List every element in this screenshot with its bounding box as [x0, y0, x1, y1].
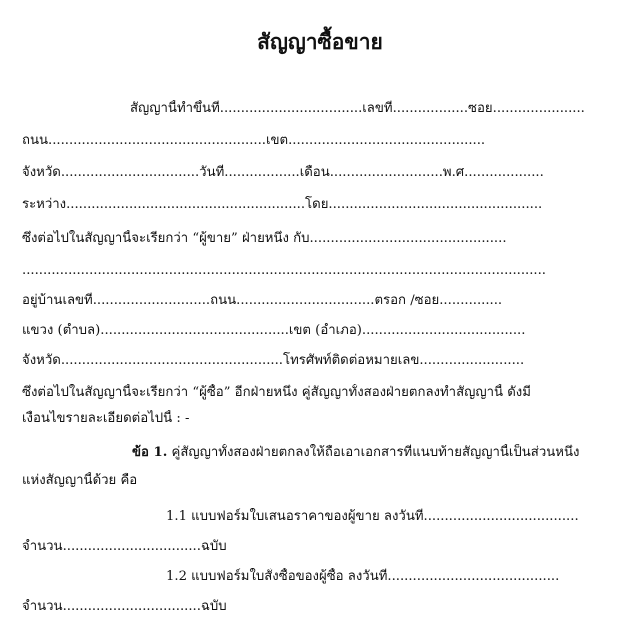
- item-1-1-quantity: จำนวน.................................ฉบับ: [22, 539, 227, 554]
- clause-1-text: คู่สัญญาทั้งสองฝ่ายตกลงให้ถือเอาเอกสารที่แนบท้ายสัญญานี้เป็นส่วนหนึ่ง: [171, 445, 580, 460]
- contract-line-address: อยู่บ้านเลขที่............................ถนน.................................ตรอก /ซอย...............: [22, 293, 503, 308]
- contract-line-province-phone: จังหวัด.....................................................โทรศัพท์ติดต่อหมายเลข.........................: [22, 353, 525, 368]
- contract-line-date: จังหวัด.................................วันที่..................เดือน...........................พ.ศ...................: [22, 165, 544, 180]
- item-1-2: 1.2 แบบฟอร์มใบสั่งซื้อของผู้ซื้อ ลงวันที่.........................................: [166, 569, 560, 584]
- contract-line-place: สัญญานี้ทำขึ้นที่..................................เลขที่..................ซอย......................: [130, 101, 585, 116]
- clause-1: [132, 444, 620, 462]
- contract-line-conditions: เงื่อนไขรายละเอียดต่อไปนี้ : -: [22, 411, 190, 426]
- contract-line-road: ถนน....................................................เขต...............................................: [22, 133, 486, 148]
- clause-1-label: ข้อ 1.: [132, 445, 168, 460]
- contract-title: สัญญาซื้อขาย: [257, 29, 383, 54]
- clause-1-continuation: แห่งสัญญานี้ด้วย คือ: [22, 473, 138, 488]
- contract-line-blank: .............................................................................................................................: [22, 263, 546, 278]
- contract-line-between: ระหว่าง.........................................................โดย...................................................: [22, 197, 543, 212]
- contract-line-seller: ซึ่งต่อไปในสัญญานี้จะเรียกว่า “ผู้ขาย” ฝ่ายหนึ่ง กับ...............................................: [22, 231, 507, 246]
- contract-line-district: แขวง (ตำบล).............................................เขต (อำเภอ).......................................: [22, 323, 526, 338]
- item-1-1: 1.1 แบบฟอร์มใบเสนอราคาของผู้ขาย ลงวันที่.....................................: [166, 509, 579, 524]
- contract-line-buyer: ซึ่งต่อไปในสัญญานี้จะเรียกว่า “ผู้ซื้อ” อีกฝ่ายหนึ่ง คู่สัญญาทั้งสองฝ่ายตกลงทำสัญญานี้ ดังมี: [22, 385, 531, 400]
- item-1-2-quantity: จำนวน.................................ฉบับ: [22, 599, 227, 614]
